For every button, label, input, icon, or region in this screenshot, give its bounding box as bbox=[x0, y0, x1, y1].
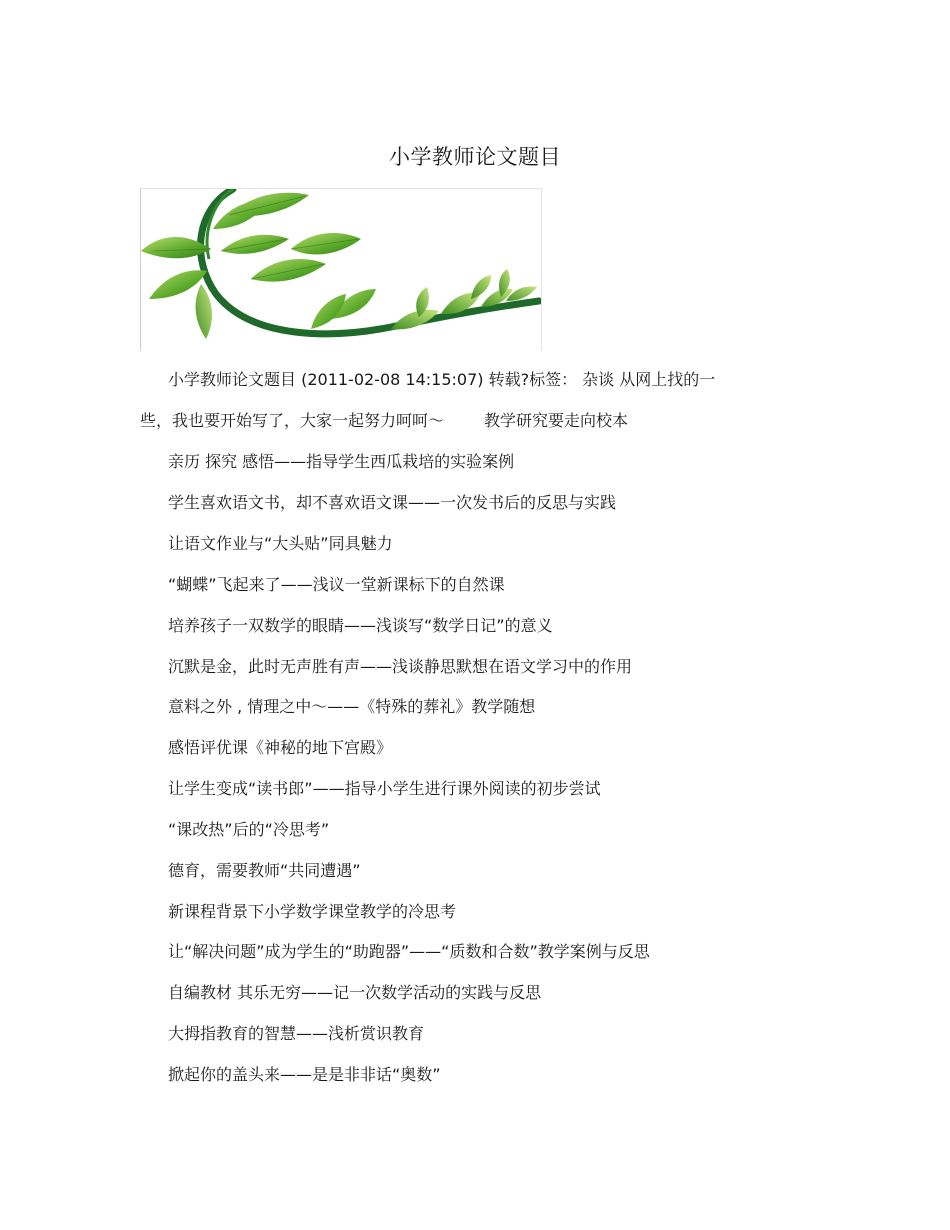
list-item: 学生喜欢语文书，却不喜欢语文课——一次发书后的反思与实践 bbox=[168, 493, 617, 512]
leaf-vine-image bbox=[140, 188, 542, 351]
list-item: 感悟评优课《神秘的地下宫殿》 bbox=[168, 738, 393, 757]
intro-line-2 bbox=[140, 408, 628, 431]
leaf-vine-illustration bbox=[141, 189, 541, 351]
list-item: 德育，需要教师“共同遭遇” bbox=[168, 861, 361, 880]
list-item: 让学生变成“读书郎”——指导小学生进行课外阅读的初步尝试 bbox=[168, 779, 601, 798]
list-item: 亲历 探究 感悟——指导学生西瓜栽培的实验案例 bbox=[168, 452, 515, 471]
list-item: 自编教材 其乐无穷——记一次数学活动的实践与反思 bbox=[168, 983, 542, 1002]
page-title: 小学教师论文题目 bbox=[389, 145, 561, 169]
intro-line-1: 小学教师论文题目 (2011-02-08 14:15:07) 转载?标签： 杂谈 从网上找的一 bbox=[168, 370, 716, 389]
intro-line-2-text: 些，我也要开始写了，大家一起努力呵呵～ bbox=[140, 411, 445, 430]
list-item: 新课程背景下小学数学课堂教学的冷思考 bbox=[168, 902, 457, 921]
list-item: 培养孩子一双数学的眼睛——浅谈写“数学日记”的意义 bbox=[168, 616, 553, 635]
list-item: “课改热”后的“冷思考” bbox=[168, 820, 330, 839]
list-item: 沉默是金，此时无声胜有声——浅谈静思默想在语文学习中的作用 bbox=[168, 657, 633, 676]
list-item: 大拇指教育的智慧——浅析赏识教育 bbox=[168, 1024, 425, 1043]
list-item: 让“解决问题”成为学生的“助跑器”——“质数和合数”教学案例与反思 bbox=[168, 942, 650, 961]
list-item: 掀起你的盖头来——是是非非话“奥数” bbox=[168, 1065, 441, 1084]
list-item: 让语文作业与“大头贴”同具魅力 bbox=[168, 534, 393, 553]
list-item: “蝴蝶”飞起来了——浅议一堂新课标下的自然课 bbox=[168, 575, 505, 594]
first-title-item: 教学研究要走向校本 bbox=[484, 411, 629, 430]
list-item: 意料之外 , 情理之中～——《特殊的葬礼》教学随想 bbox=[168, 697, 536, 716]
